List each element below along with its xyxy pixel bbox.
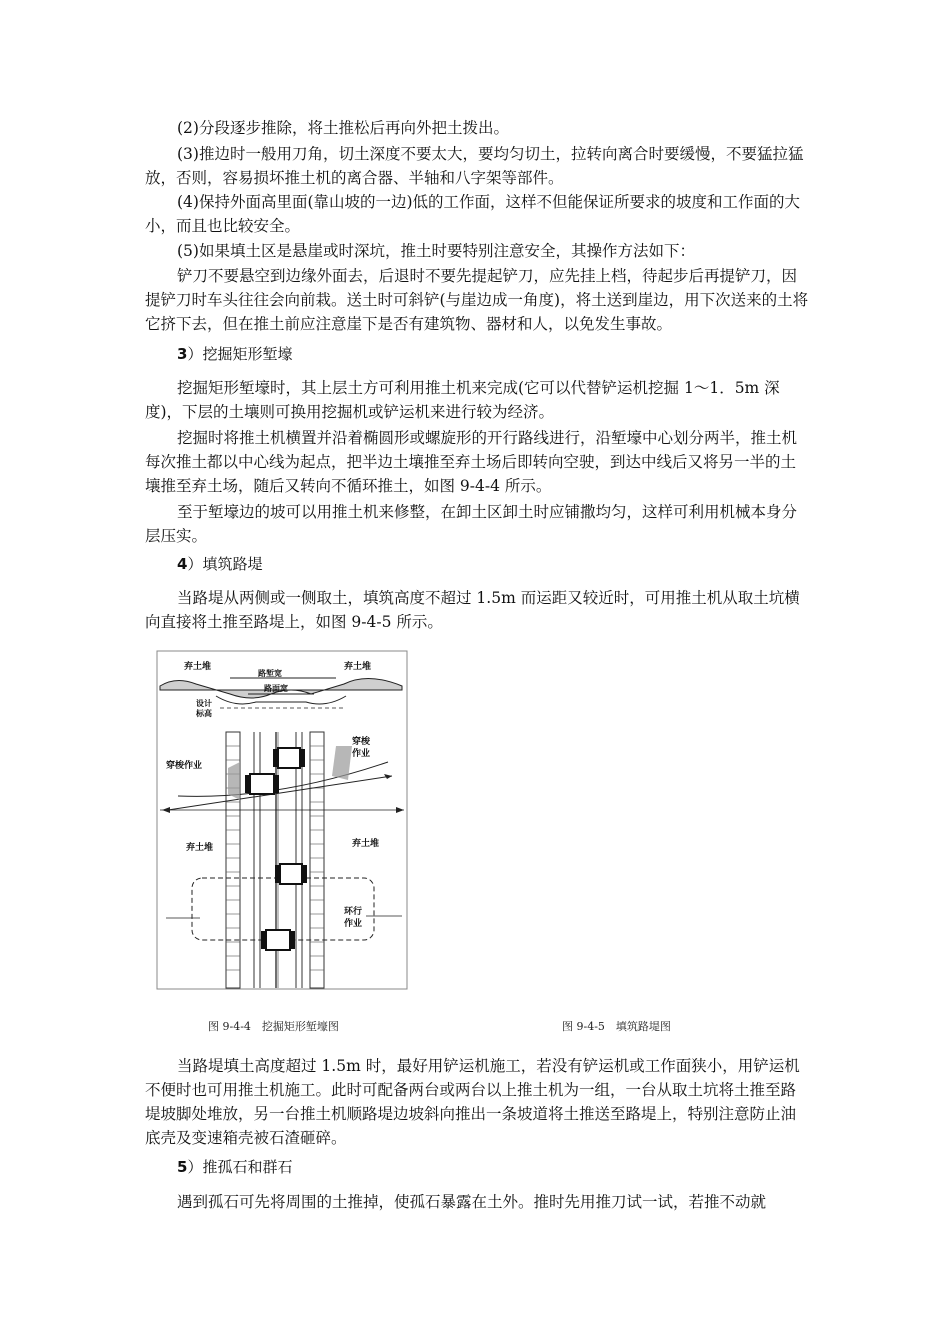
section-5-heading	[145, 1155, 810, 1179]
section-5-title: ）推孤石和群石	[187, 1158, 293, 1176]
label-design-elevation-1: 设计	[196, 699, 212, 708]
bulldozer-4	[262, 930, 294, 950]
paragraph-step-3: (3)推边时一般用刀角，切土深度不要太大，要均匀切土，拉转向离合时要缓慢，不要猛拉猛放，否则，容易损坏推土机的离合器、半轴和八字架等部件。	[145, 145, 804, 187]
section-3-number: 3	[177, 345, 188, 363]
label-shuttle-right-1: 穿梭	[352, 737, 371, 747]
paragraph-step-2: (2)分段逐步推除，将土推松后再向外把土拨出。	[177, 119, 509, 137]
label-shuttle-left: 穿梭作业	[166, 761, 203, 771]
paragraph-step-4: (4)保持外面高里面(靠山坡的一边)低的工作面，这样不但能保证所要求的坡度和工作面的大小，而且也比较安全。	[145, 193, 801, 235]
label-spoil-left: 弃土堆	[186, 843, 214, 853]
paragraph-blade-operation: 铲刀不要悬空到边缘外面去，后退时不要先提起铲刀，应先挂上档，待起步后再提铲刀，因提铲刀时车头往往会向前栽。送土时可斜铲(与崖边成一角度)，将土送到崖边，用下次送来的土将它挤下去，但在推土前应注意崖下是否有建筑物、器材和人，以免发生事故。	[145, 267, 809, 333]
section-3-paragraph-2: 挖掘时将推土机横置并沿着椭圆形或螺旋形的开行路线进行，沿堑壕中心划分两半，推土机每次推土都以中心线为起点，把半边土壤推至弃土场后即转向空驶，到达中线后又将另一半的土壤推至弃土场，随后又转向不循环推土，如图 9-4-4 所示。	[145, 429, 798, 495]
paragraph-embankment-high: 当路堤填土高度超过 1.5m 时，最好用铲运机施工，若没有铲运机或工作面狭小，用铲运机不便时也可用推土机施工。此时可配备两台或两台以上推土机为一组，一台从取土坑将土推至路堤坡脚处堆放，另一台推土机顺路堤边坡斜向推出一条坡道将土推送至路堤上，特别注意防止油底壳及变速箱壳被石渣砸碎。	[145, 1057, 800, 1147]
section-4-heading	[145, 552, 810, 576]
label-spoil-right: 弃土堆	[352, 839, 380, 849]
label-design-elevation-2: 标高	[196, 709, 212, 718]
bulldozer-3	[276, 864, 306, 884]
road-surface-line	[216, 696, 346, 704]
section-3-heading	[145, 342, 810, 366]
bulldozer-1	[246, 774, 278, 794]
section-4-title: ）填筑路堤	[187, 555, 263, 573]
label-spoil-left-top: 弃土堆	[184, 662, 212, 672]
label-shuttle-right-2: 作业	[352, 749, 371, 759]
section-4-number: 4	[177, 555, 188, 573]
label-road-surface: 路面宽	[264, 684, 288, 693]
caption-figure-9-4-4: 图 9-4-4 挖掘矩形堑壕图	[208, 1020, 339, 1033]
section-3-title: ）挖掘矩形堑壕	[187, 345, 293, 363]
label-spoil-right-top: 弃土堆	[344, 662, 372, 672]
label-road-width: 路堑宽	[258, 669, 282, 678]
section-3-paragraph-1: 挖掘矩形堑壕时，其上层土方可利用推土机来完成(它可以代替铲运机挖掘 1～1．5m 深度)，下层的土壤则可换用挖掘机或铲运机来进行较为经济。	[145, 379, 780, 421]
trench-excavation-figure	[156, 650, 408, 990]
label-loop-1: 环行	[344, 907, 363, 917]
section-3-paragraph-3: 至于堑壕边的坡可以用推土机来修整，在卸土区卸土时应铺撒均匀，这样可利用机械本身分层压实。	[145, 503, 798, 545]
shuttle-path-line	[168, 776, 392, 810]
section-5-paragraph-1: 遇到孤石可先将周围的土推掉，使孤石暴露在土外。推时先用推刀试一试，若推不动就	[177, 1193, 767, 1211]
section-5-number: 5	[177, 1158, 188, 1176]
label-loop-2: 作业	[344, 919, 363, 929]
bulldozer-2	[274, 748, 304, 768]
section-4-paragraph-1: 当路堤从两侧或一侧取土，填筑高度不超过 1.5m 而运距又较近时，可用推土机从取土坑横向直接将土推至路堤上，如图 9-4-5 所示。	[145, 589, 800, 631]
paragraph-step-5: (5)如果填土区是悬崖或时深坑，推土时要特别注意安全，其操作方法如下：	[177, 242, 695, 260]
caption-figure-9-4-5: 图 9-4-5 填筑路堤图	[562, 1020, 671, 1033]
